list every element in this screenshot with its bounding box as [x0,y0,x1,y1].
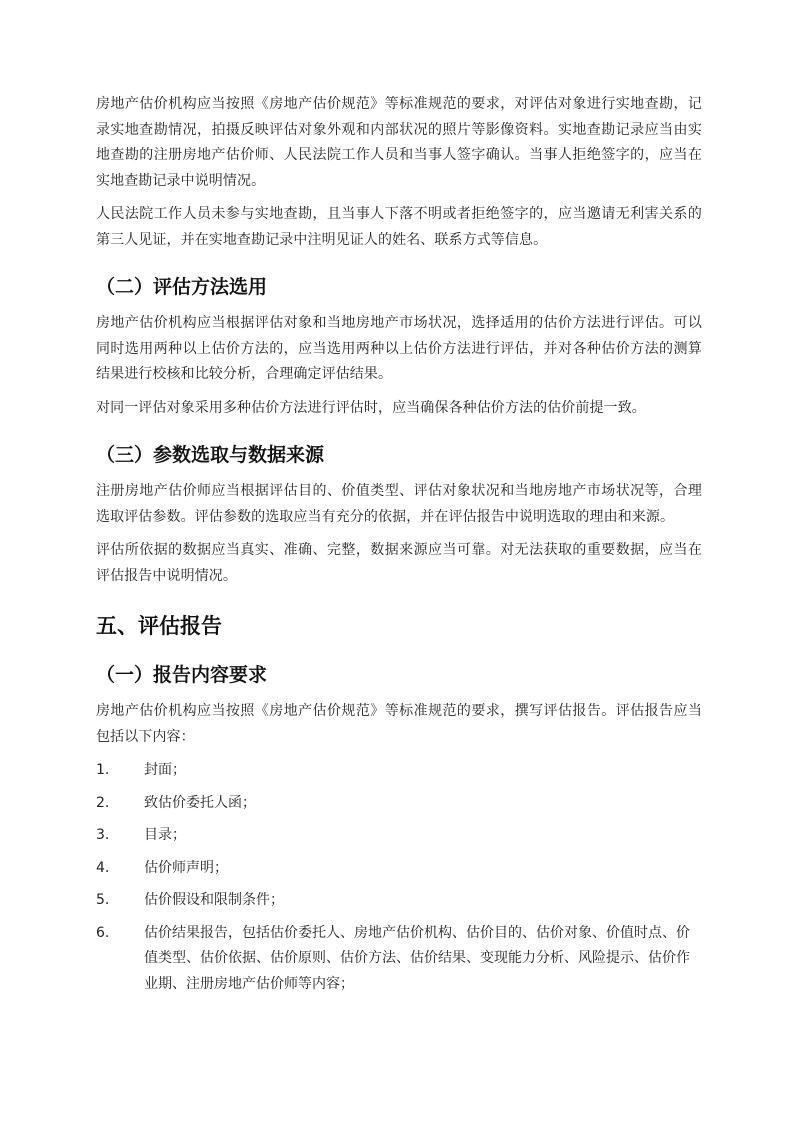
heading-parameters-data: （三）参数选取与数据来源 [96,444,325,466]
list-item-text: 估价师声明； [144,859,228,876]
list-item [96,758,702,784]
heading-evaluation-report: 五、评估报告 [96,614,222,638]
document-page [96,92,702,1004]
report-content-list [96,758,702,997]
list-item-number: 3. [96,827,110,843]
list-item [96,823,702,849]
list-item-text: 估价假设和限制条件； [144,892,284,908]
list-item-number: 6. [96,924,110,941]
paragraph-parameter-selection: 注册房地产估价师应当根据评估目的、价值类型、评估对象状况和当地房地产市场状况等，合理选取评估参数。评估参数的选取应当有充分的依据，并在评估报告中说明选取的理由和来源。 [96,483,702,525]
paragraph-witness: 人民法院工作人员未参与实地查勘，且当事人下落不明或者拒绝签字的，应当邀请无利害关系的第三人见证，并在实地查勘记录中注明见证人的姓名、联系方式等信息。 [96,206,702,248]
list-item-number: 4. [96,859,110,876]
list-item [96,856,702,882]
list-item-text: 封面； [144,762,186,778]
paragraph-method-selection: 房地产估价机构应当根据评估对象和当地房地产市场状况，选择适用的估价方法进行评估。可以同时选用两种以上估价方法的，应当选用两种以上估价方法进行评估，并对各种估价方法的测算结果进行校核和比较分析，合理确定评估结果。 [96,315,702,382]
list-item-number: 2. [96,794,110,811]
list-item-number: 5. [96,892,110,908]
paragraph-report-intro: 房地产估价机构应当按照《房地产估价规范》等标准规范的要求，撰写评估报告。评估报告应当包括以下内容： [96,703,702,745]
list-item [96,921,702,998]
paragraph-data-source: 评估所依据的数据应当真实、准确、完整，数据来源应当可靠。对无法获取的重要数据，应当在评估报告中说明情况。 [96,542,702,584]
heading-report-content: （一）报告内容要求 [96,664,268,686]
list-item-number: 1. [96,762,110,778]
heading-method-selection: （二）评估方法选用 [96,276,268,298]
list-item [96,888,702,914]
list-item-text: 致估价委托人函； [144,794,256,811]
list-item-text: 估价结果报告，包括估价委托人、房地产估价机构、估价目的、估价对象、价值时点、价值类型、估价依据、估价原则、估价方法、估价结果、变现能力分析、风险提示、估价作业期、注册房地产估价师等内容； [144,924,690,992]
paragraph-site-survey-record: 房地产估价机构应当按照《房地产估价规范》等标准规范的要求，对评估对象进行实地查勘，记录实地查勘情况，拍摄反映评估对象外观和内部状况的照片等影像资料。实地查勘记录应当由实地查勘的注册房地产估价师、人民法院工作人员和当事人签字确认。当事人拒绝签字的，应当在实地查勘记录中说明情况。 [96,96,702,189]
list-item-text: 目录； [144,827,186,843]
list-item [96,791,702,817]
paragraph-method-consistency: 对同一评估对象采用多种估价方法进行评估时，应当确保各种估价方法的估价前提一致。 [96,399,646,416]
